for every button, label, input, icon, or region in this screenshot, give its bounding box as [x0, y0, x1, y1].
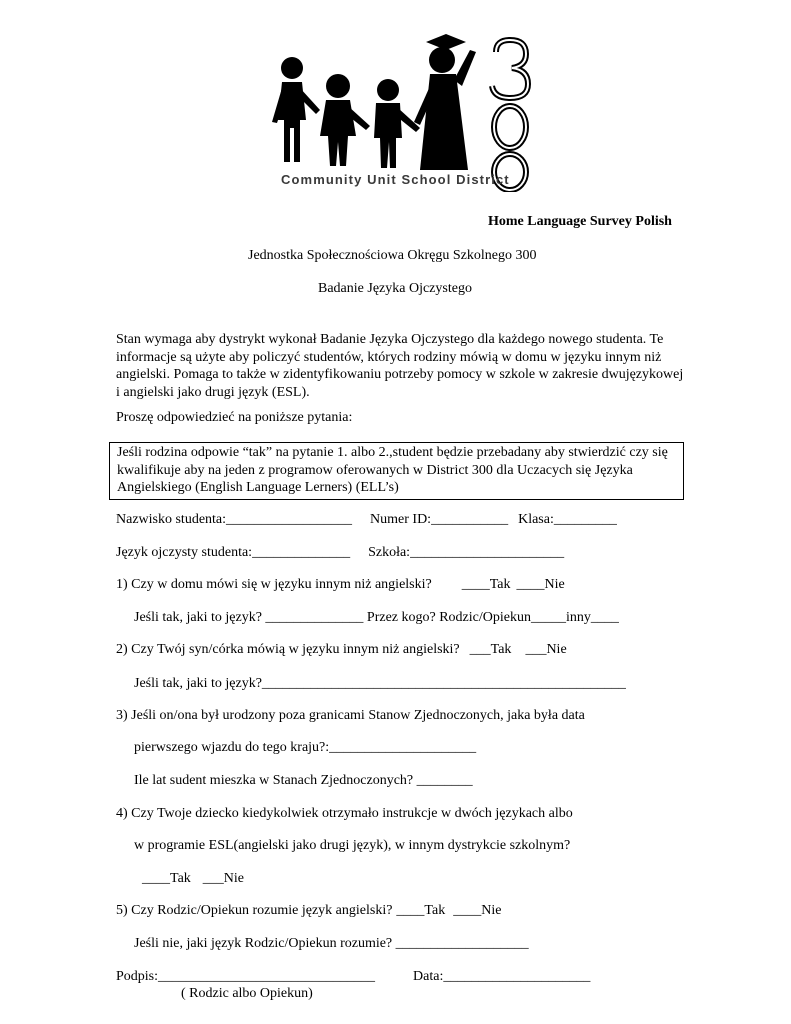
q5-follow-up[interactable]: Jeśli nie, jaki język Rodzic/Opiekun rozumie? ___________________ [134, 936, 529, 951]
question-2 [116, 642, 567, 658]
organization-name: Jednostka Społecznościowa Okręgu Szkolnego 300 [248, 248, 537, 263]
ell-notice-box: Jeśli rodzina odpowie “tak” na pytanie 1. albo 2.,student będzie przebadany aby stwierdzić czy się kwalifikuje aby na jeden z programow oferowanych w District 300 dla Uczacych się Języka Angielskiego (English Language Lerners) (ELL’s) [109, 442, 684, 500]
document-subtitle: Badanie Języka Ojczystego [318, 281, 472, 296]
question-3-text: 3) Jeśli on/ona był urodzony poza granicami Stanow Zjednoczonych, jaka była data [116, 708, 585, 723]
date-field[interactable]: Data:_____________________ [413, 969, 591, 984]
q2-follow-up[interactable]: Jeśli tak, jaki to język?____________________________________________________ [134, 676, 626, 691]
student-id-field[interactable]: Numer ID:___________ [370, 512, 509, 527]
q4-yes-option[interactable]: ____Tak [142, 871, 191, 886]
instructions-prompt: Proszę odpowiedzieć na poniższe pytania: [116, 410, 353, 425]
native-language-field[interactable]: Język ojczysty studenta:______________ [116, 545, 351, 560]
question-4-text: 4) Czy Twoje dziecko kiedykolwiek otrzymało instrukcje w dwóch językach albo [116, 806, 573, 821]
signature-row [116, 969, 590, 985]
q3-years-in-us-field[interactable]: Ile lat sudent mieszka w Stanach Zjednoczonych? ________ [134, 773, 473, 788]
q1-no-option[interactable]: ____Nie [516, 577, 565, 592]
question-4-text-cont: w programie ESL(angielski jako drugi język), w innym dystrykcie szkolnym? [134, 838, 571, 853]
question-2-text: 2) Czy Twój syn/córka mówią w języku innym niż angielski? [116, 642, 460, 657]
student-info-row [116, 512, 617, 528]
signature-field[interactable]: Podpis:_______________________________ [116, 969, 376, 984]
school-field[interactable]: Szkoła:______________________ [368, 545, 565, 560]
q4-options [142, 871, 244, 887]
signature-note: ( Rodzic albo Opiekun) [181, 986, 313, 1001]
q2-yes-option[interactable]: ___Tak [469, 642, 512, 657]
q4-no-option[interactable]: ___Nie [202, 871, 245, 886]
grade-field[interactable]: Klasa:_________ [518, 512, 617, 527]
q1-yes-option[interactable]: ____Tak [461, 577, 511, 592]
question-1 [116, 577, 565, 593]
question-5-text: 5) Czy Rodzic/Opiekun rozumie język angielski? [116, 903, 393, 918]
document-title: Home Language Survey Polish [488, 214, 672, 229]
logo-caption: Community Unit School District [281, 172, 510, 187]
q5-yes-option[interactable]: ____Tak [396, 903, 446, 918]
q5-no-option[interactable]: ____Nie [453, 903, 502, 918]
q2-no-option[interactable]: ___Nie [525, 642, 567, 657]
district-logo [270, 30, 540, 192]
student-name-field[interactable]: Nazwisko studenta:__________________ [116, 512, 353, 527]
student-language-row [116, 545, 564, 561]
intro-paragraph: Stan wymaga aby dystrykt wykonał Badanie Języka Ojczystego dla każdego nowego studenta. Te informacje są użyte aby policzyć studentów, których rodziny mówią w domu w języku innym niż angielski. Pomaga to także w zidentyfikowaniu potrzeby pomocy w szkole w zakresie dwujęzykowej i angielski jako drugi język (ESL). [116, 332, 684, 400]
q3-arrival-date-field[interactable]: pierwszego wjazdu do tego kraju?:_____________________ [134, 740, 477, 755]
question-1-text: 1) Czy w domu mówi się w języku innym niż angielski? [116, 577, 432, 592]
q1-follow-up[interactable]: Jeśli tak, jaki to język? ______________ Przez kogo? Rodzic/Opiekun_____inny____ [134, 610, 619, 625]
children-silhouette-icon [272, 34, 476, 170]
question-5 [116, 903, 501, 919]
